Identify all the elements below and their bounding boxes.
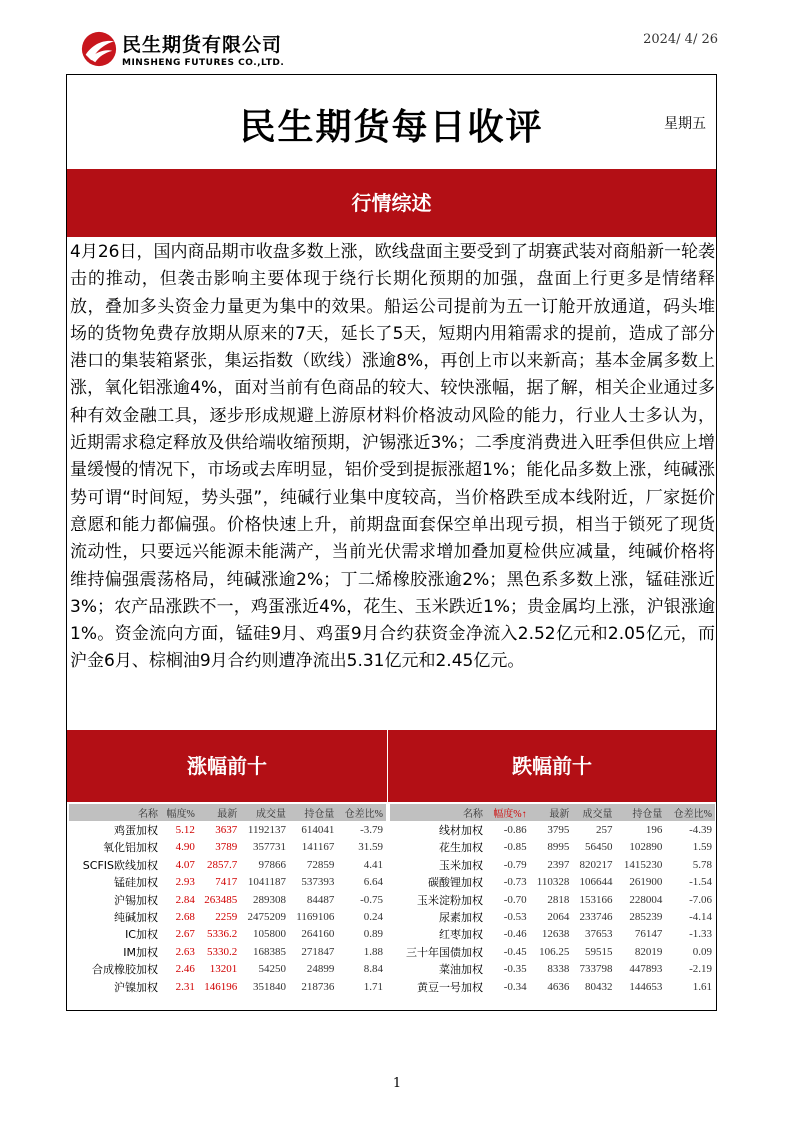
table-cell: 8338	[547, 963, 570, 976]
table-cell: -2.19	[689, 963, 712, 976]
table-cell: 37653	[585, 928, 613, 941]
instrument-name: IM加权	[69, 943, 161, 960]
table-cell: -0.46	[503, 928, 527, 941]
column-header: 最新	[530, 804, 573, 821]
table-row	[69, 943, 386, 960]
page-number: 1	[392, 1076, 402, 1091]
table-row	[390, 908, 715, 925]
table-cell: 2.84	[175, 893, 195, 906]
instrument-name: 花生加权	[390, 839, 486, 856]
table-cell: 106644	[572, 874, 615, 891]
column-header: 幅度%	[161, 804, 198, 821]
table-cell: -3.79	[360, 824, 383, 837]
table-cell: 6.64	[337, 874, 386, 891]
company-logo	[80, 28, 320, 72]
table-row	[69, 839, 386, 856]
table-row	[390, 943, 715, 960]
table-row	[390, 856, 715, 873]
table-cell: 168385	[240, 943, 289, 960]
table-cell: -0.53	[486, 908, 530, 925]
instrument-name: 黄豆一号加权	[390, 978, 486, 995]
column-header: 最新	[198, 804, 240, 821]
table-row	[390, 961, 715, 978]
table-cell: -0.45	[486, 943, 530, 960]
table-cell: 102890	[616, 839, 666, 856]
table-cell: 820217	[579, 858, 613, 871]
column-header: 成交量	[240, 804, 289, 821]
table-row	[69, 908, 386, 925]
table-cell: 2259	[198, 908, 240, 925]
instrument-name: 线材加权	[439, 824, 484, 838]
table-cell: 2.46	[175, 963, 195, 976]
column-header: 幅度%↑	[486, 804, 530, 821]
table-cell: 2397	[547, 858, 570, 871]
table-cell: -0.35	[503, 963, 527, 976]
table-cell: 8995	[530, 839, 573, 856]
table-cell: 5336.2	[206, 928, 238, 941]
overview-heading: 行情综述	[67, 169, 716, 237]
column-header: 成交量	[572, 804, 615, 821]
table-row	[390, 874, 715, 891]
instrument-name: 沪镍加权	[69, 978, 161, 995]
table-cell: 271847	[289, 943, 337, 960]
table-cell: 2.31	[161, 978, 198, 995]
table-cell: 76147	[634, 928, 663, 941]
table-cell: 54250	[258, 963, 287, 976]
table-cell: 153166	[579, 893, 613, 906]
table-cell: 4.90	[161, 839, 198, 856]
losers-table-body	[390, 821, 715, 995]
table-cell: 733798	[579, 963, 613, 976]
table-cell: 357731	[240, 839, 289, 856]
column-header: 持仓量	[289, 804, 337, 821]
table-cell: 218736	[289, 978, 337, 995]
table-cell: -1.54	[665, 874, 715, 891]
table-cell: 97866	[258, 858, 287, 871]
table-cell: 4636	[530, 978, 573, 995]
table-cell: 0.24	[337, 908, 386, 925]
table-cell: 289308	[253, 893, 287, 906]
table-cell: 228004	[629, 893, 663, 906]
table-cell: 5.12	[175, 824, 195, 837]
table-cell: -0.70	[503, 893, 527, 906]
instrument-name: 玉米加权	[439, 858, 484, 872]
table-row	[69, 891, 386, 908]
company-logo-icon	[80, 30, 118, 68]
table-cell: 2857.7	[206, 858, 238, 871]
table-cell: 24899	[306, 963, 335, 976]
table-cell: 263485	[204, 893, 238, 906]
instrument-name: 纯碱加权	[69, 908, 161, 925]
instrument-name: IC加权	[125, 928, 158, 942]
instrument-name: 沪锡加权	[114, 893, 158, 907]
table-row	[69, 821, 386, 838]
instrument-name: 合成橡胶加权	[92, 963, 158, 977]
title-box	[67, 75, 716, 170]
weekday-label: 星期五	[664, 116, 706, 132]
table-cell: 1.71	[337, 978, 386, 995]
table-row	[69, 856, 386, 873]
table-cell: 2.67	[175, 928, 195, 941]
instrument-name: 尿素加权	[390, 908, 486, 925]
table-cell: 3789	[198, 839, 240, 856]
table-row	[69, 874, 386, 891]
instrument-name: SCFIS欧线加权	[82, 858, 158, 872]
table-cell: 72859	[306, 858, 335, 871]
column-header: 仓差比%	[665, 804, 715, 821]
table-cell: 0.09	[665, 943, 715, 960]
instrument-name: 锰硅加权	[69, 874, 161, 891]
gainers-heading: 涨幅前十	[67, 730, 388, 802]
column-header: 名称	[390, 804, 486, 821]
table-cell: 13201	[209, 963, 238, 976]
report-sheet	[66, 74, 717, 1011]
table-row	[390, 926, 715, 943]
table-cell: 0.89	[363, 928, 383, 941]
table-cell: 233746	[572, 908, 615, 925]
table-cell: 285239	[616, 908, 666, 925]
table-cell: 80432	[572, 978, 615, 995]
table-cell: -4.14	[665, 908, 715, 925]
report-title: 民生期货每日收评	[239, 107, 544, 148]
table-cell: 110328	[530, 874, 573, 891]
instrument-name: 玉米淀粉加权	[417, 893, 484, 907]
table-cell: 3637	[215, 824, 238, 837]
instrument-name: 菜油加权	[439, 963, 484, 977]
table-cell: 2475209	[240, 908, 289, 925]
table-cell: 1.59	[665, 839, 715, 856]
table-cell: -0.85	[486, 839, 530, 856]
table-cell: -4.39	[689, 824, 712, 837]
table-cell: -7.06	[689, 893, 712, 906]
table-cell: 106.25	[530, 943, 573, 960]
table-cell: 537393	[289, 874, 337, 891]
table-cell: 82019	[616, 943, 666, 960]
table-row	[69, 978, 386, 995]
table-cell: 264160	[301, 928, 335, 941]
report-date: 2024/ 4/ 26	[643, 32, 718, 47]
table-cell: 2064	[530, 908, 573, 925]
table-cell: 146196	[198, 978, 240, 995]
table-cell: 1169106	[289, 908, 337, 925]
table-cell: 196	[645, 824, 663, 837]
instrument-name: 碳酸锂加权	[390, 874, 486, 891]
table-cell: 105800	[253, 928, 287, 941]
losers-table	[390, 804, 715, 995]
table-cell: -0.79	[503, 858, 527, 871]
column-header: 名称	[69, 804, 161, 821]
table-cell: -0.34	[486, 978, 530, 995]
table-cell: 3795	[547, 824, 570, 837]
gainers-table-body	[69, 821, 386, 995]
table-cell: 84487	[306, 893, 335, 906]
losers-heading: 跌幅前十	[388, 730, 716, 802]
table-cell: 144653	[616, 978, 666, 995]
table-cell: 31.59	[337, 839, 386, 856]
overview-text: 4月26日，国内商品期市收盘多数上涨，欧线盘面主要受到了胡赛武装对商船新一轮袭击的推动，但袭击影响主要体现于绕行长期化预期的加强，盘面上行更多是情绪释放，叠加多头资金力量更为集中的效果。船运公司提前为五一订舱开放通道，码头堆场的货物免费存放期从原来的7天，延长了5天，短期内用箱需求的提前，造成了部分港口的集装箱紧张，集运指数（欧线）涨逾8%，再创上市以来新高；基本金属多数上涨，氧化铝涨逾4%，面对当前有色商品的较大、较快涨幅，据了解，相关企业通过多种有效金融工具，逐步形成规避上游原材料价格波动风险的能力，行业人士多认为，近期需求稳定释放及供给端收缩预期，沪锡涨近3%；二季度消费进入旺季但供应上增量缓慢的情况下，市场或去库明显，铝价受到提振涨超1%；能化品多数上涨，纯碱涨势可谓“时间短，势头强”，纯碱行业集中度较高，当价格跌至成本线附近，厂家挺价意愿和能力都偏强。价格快速上升，前期盘面套保空单出现亏损，相当于锁死了现货流动性，只要远兴能源未能满产，当前光伏需求增加叠加夏检供应减量，纯碱价格将维持偏强震荡格局，纯碱涨逾2%；丁二烯橡胶涨逾2%；黑色系多数上涨，锰硅涨近3%；农产品涨跌不一，鸡蛋涨近4%，花生、玉米跌近1%；贵金属均上涨，沪银涨逾1%。资金流向方面，锰硅9月、鸡蛋9月合约获资金净流入2.52亿元和2.05亿元，而沪金6月、棕榈油9月合约则遭净流出5.31亿元和2.45亿元。	[70, 242, 715, 672]
table-cell: 2.68	[161, 908, 198, 925]
table-cell: 1415230	[623, 858, 663, 871]
table-cell: 1041187	[240, 874, 289, 891]
gainers-header-row	[69, 804, 386, 821]
table-cell: 2.93	[161, 874, 198, 891]
table-cell: 261900	[616, 874, 666, 891]
column-header: 持仓量	[616, 804, 666, 821]
table-cell: 2.63	[161, 943, 198, 960]
table-row	[390, 821, 715, 838]
table-row	[390, 978, 715, 995]
losers-header-row	[390, 804, 715, 821]
table-cell: 257	[596, 824, 613, 837]
table-cell: 5330.2	[198, 943, 240, 960]
table-cell: 2818	[547, 893, 570, 906]
table-row	[69, 926, 386, 943]
table-cell: 7417	[198, 874, 240, 891]
table-row	[390, 839, 715, 856]
table-cell: 351840	[240, 978, 289, 995]
table-cell: -1.33	[689, 928, 712, 941]
company-name-cn: 民生期货有限公司	[122, 34, 283, 56]
table-cell: 447893	[629, 963, 663, 976]
table-cell: 12638	[541, 928, 570, 941]
table-cell: 8.84	[363, 963, 383, 976]
instrument-name: 鸡蛋加权	[114, 824, 158, 838]
table-cell: -0.73	[486, 874, 530, 891]
instrument-name: 氧化铝加权	[69, 839, 161, 856]
gainers-table	[69, 804, 386, 995]
table-cell: 614041	[301, 824, 335, 837]
table-cell: 4.41	[363, 858, 383, 871]
table-row	[69, 961, 386, 978]
instrument-name: 三十年国债加权	[390, 943, 486, 960]
table-cell: 56450	[572, 839, 615, 856]
table-cell: 1.61	[665, 978, 715, 995]
table-cell: 1192137	[247, 824, 287, 837]
column-header: 仓差比%	[337, 804, 386, 821]
table-cell: -0.86	[503, 824, 527, 837]
instrument-name: 红枣加权	[439, 928, 484, 942]
company-name-en: MINSHENG FUTURES CO.,LTD.	[122, 58, 285, 68]
table-cell: 141167	[289, 839, 337, 856]
table-cell: 1.88	[337, 943, 386, 960]
table-cell: -0.75	[360, 893, 383, 906]
table-row	[390, 891, 715, 908]
table-cell: 59515	[572, 943, 615, 960]
table-cell: 5.78	[692, 858, 712, 871]
table-cell: 4.07	[175, 858, 195, 871]
